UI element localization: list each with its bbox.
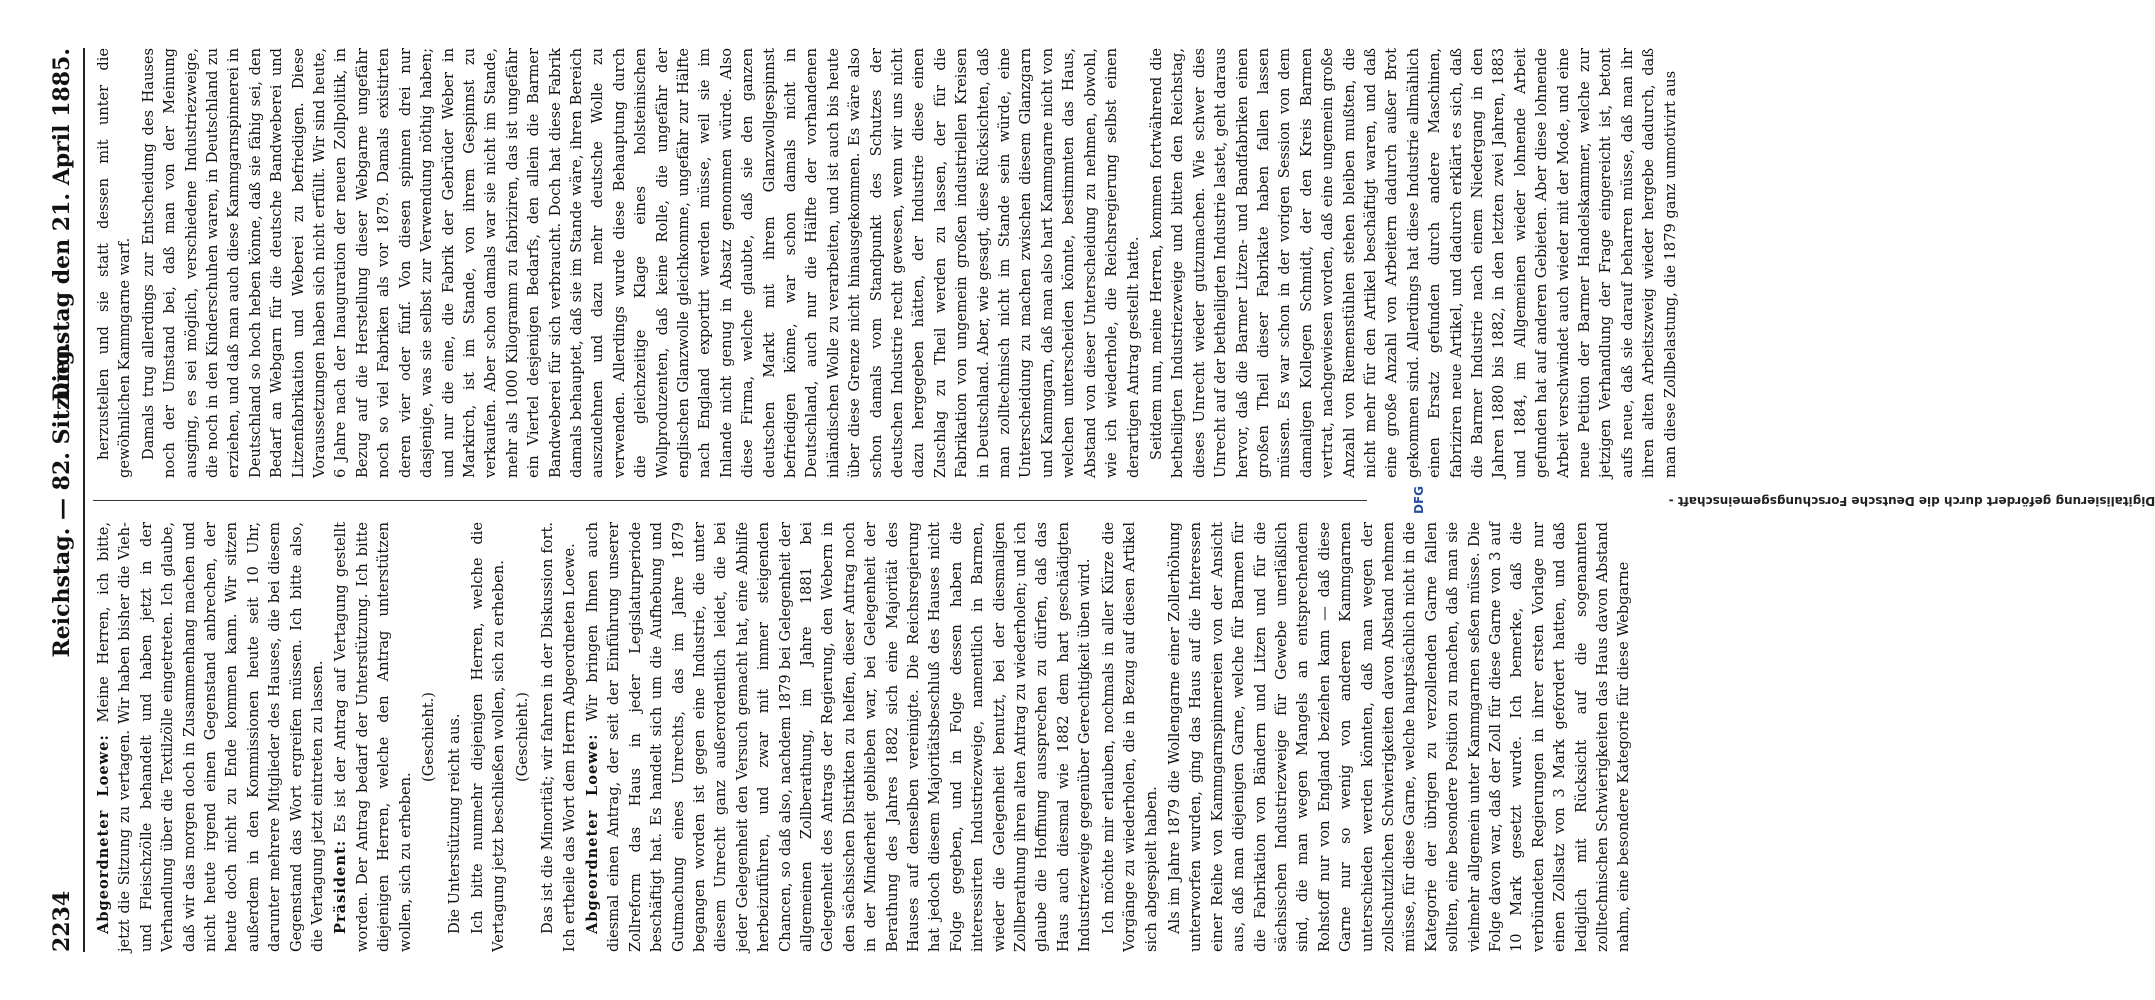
- page-header: [49, 48, 79, 952]
- speaker-name: Abgeordneter Loewe:: [583, 733, 601, 934]
- speaker-name: Abgeordneter Loewe:: [95, 734, 112, 934]
- page-number: 2234: [49, 890, 75, 952]
- paragraph: [93, 48, 136, 478]
- paragraph-text: Als im Jahre 1879 die Wollengarne einer Zollerhöhung unterworfen wurden, ging das Haus auf die Interessen einer Reihe von Kammgarnspinnereien von der Ansicht aus, daß man diejenigen Garne, welche für Barmen für die Fabrikation von Bändern und Litzen und für die sächsischen Industriezweige für Gewebe unerläßlich sind, die man wegen Mangels an entsprechendem Rohstoff nur von England beziehen kann — daß diese Garne nur so wenig von anderen Kammgarnen unterschieden werden könnten, daß man wegen der zollschutzlichen Schwierigkeiten davon Abstand nehmen müsse, für diese Garne, welche hauptsächlich nicht in die Kategorie der übrigen zu verzollenden Garne fallen sollten, eine besondere Position zu machen, daß man sie vielmehr allgemein unter Kammgarnen seßen müsse. Die Folge davon war, daß der Zoll für diese Garne von 3 auf 10 Mark gesetzt wurde. Ich bemerke, daß die verbündeten Regierungen in ihrer ersten Vorlage nur einen Zollsatz von 3 Mark gefordert hatten, und daß lediglich mit Rücksicht auf die sogenannten zolltechnischen Schwierigkeiten das Haus davon Abstand nahm, eine besondere Kategorie für diese Webgarne: [1165, 522, 1633, 952]
- paragraph: [444, 522, 465, 952]
- session-date: Dienstag den 21. April 1885.: [49, 48, 75, 402]
- dfg-logo: DFG: [1412, 485, 1426, 515]
- paragraph-text: Damals trug allerdings zur Entscheidung des Hauses noch der Umstand bei, daß man von der Meinung ausging, es sei möglich, verschiedene Industriezweige, die noch in den Kinderschuhen waren, in Deutschland zu erziehen, und daß man auch diese Kammgarnspinnerei in Deutschland so hoch heben könne, daß sie fähig sei, den Bedarf an Webgarn für die deutsche Bandweberei und Litzenfabrikation und Weberei zu befriedigen. Diese Voraussetzungen haben sich nicht erfüllt. Wir sind heute, 6 Jahre nach der Inauguration der neuen Zollpolitik, in Bezug auf die Herstellung dieser Webgarne ungefähr noch so viel Fabriken als vor 1879. Damals existirten deren vier oder fünf. Von diesen spinnen drei nur dasjenige, was sie selbst zur Verwendung nöthig haben; und nur die eine, die Fabrik der Gebrüder Weber in Markirch, ist im Stande, von ihrem Gespinnst zu verkaufen. Aber schon damals war sie nicht im Stande, mehr als 1000 Kilogramm zu fabriziren, das ist ungefähr ein Viertel desjenigen Bedarfs, den allein die Barmer Bandweberei für sich verbraucht. Doch hat diese Fabrik damals behauptet, daß sie im Stande wäre, ihren Bereich auszudehnen und dazu mehr deutsche Wolle zu verwenden. Allerdings wurde diese Behauptung durch die gleichzeitige Klage eines holsteinischen Wollproduzenten, daß keine Rolle, die ungefähr der englischen Glanzwolle gleichkomme, ungefähr zur Hälfte nach England exportirt werden müsse, weil sie im Inlande nicht genug in Absatz genommen würde. Also diese Firma, welche glaubte, daß sie den ganzen deutschen Markt mit ihrem Glanzwollgespinnst befriedigen könne, war schon damals nicht in Deutschland, auch nur die Hälfte der vorhandenen inländischen Wolle zu verarbeiten, und ist auch bis heute über diese Grenze nicht hinausgekommen. Es wäre also schon damals vom Standpunkt des Schutzes der deutschen Industrie recht gewesen, wenn wir uns nicht dazu hergegeben hätten, der Industrie diese einen Zuschlag zu Theil werden zu lassen, der für die Fabrikation von ungemein großen industriellen Kreisen in Deutschland. Aber, wie gesagt, diese Rücksichten, daß man zolltechnisch nicht im Stande sein würde, eine Unterscheidung zu machen zwischen diesem Glanzgarn und Kammgarn, daß man also hart Kammgarne nicht von welchen unterscheiden könnte, bestimmten das Haus, Abstand von dieser Unterscheidung zu nehmen, obwohl, wie ich wiederhole, die Reichsregierung selbst einen derartigen Antrag gestellt hatte.: [139, 48, 1142, 478]
- paragraph: [1164, 522, 1635, 952]
- paragraph-text: Seitdem nun, meine Herren, kommen fortwährend die betheiligten Industriezweige und bitten den Reichstag, dieses Unrecht wieder gutzumachen. Wie schwer dies Unrecht auf der betheiligten Industrie lastet, geht daraus hervor, daß die Barmer Litzen- und Bandfabriken einen großen Theil dieser Fabrikate haben fallen lassen müssen. Es war schon in der vorigen Session von dem damaligen Kollegen Schmidt, der den Kreis Barmen vertrat, nachgewiesen worden, daß eine ungemein große Anzahl von Riemenstühlen stehen bleiben mußten, die nicht mehr für den Artikel beschäftigt waren, und daß eine große Anzahl von Arbeitern dadurch außer Brot gekommen sind. Allerdings hat diese Industrie allmählich einen Ersatz gefunden durch andere Maschinen, fabriziren neue Artikel, und dadurch erklärt es sich, daß die Barmer Industrie nach einem Niedergang in den Jahren 1880 bis 1882, in den letzten zwei Jahren, 1883 und 1884, im Allgemeinen wieder lohnende Arbeit gefunden hat auf anderen Gebieten. Aber diese lohnende Arbeit verschwindet auch wieder mit der Mode, und eine neue Petition der Barmer Handelskammer, welche zur jetzigen Verhandlung der Frage eingereicht ist, betont aufs neue, daß sie darauf beharren müsse, daß man ihr ihren alten Arbeitszweig wieder hergebe dadurch, daß man diese Zollbelastung, die 1879 ganz unmotivirt aus: [1147, 48, 1679, 478]
- paragraph-text: Wir bringen Ihnen auch diesmal einen Antrag, der seit der Einführung unserer Zollreform das Haus in jeder Legislaturperiode beschäftigt hat. Es handelt sich um die Aufhebung und Gutmachung eines Unrechts, das im Jahre 1879 begangen worden ist gegen eine Industrie, die unter diesem Unrecht ganz außerordentlich leidet, die bei jeder Gelegenheit den Versuch gemacht hat, eine Abhilfe herbeizuführen, und zwar mit immer steigenden Chancen, so daß also, nachdem 1879 bei Gelegenheit der allgemeinen Zollberathung, im Jahre 1881 bei Gelegenheit des Antrags der Regierung, den Webern in den sächsischen Distrikten zu helfen, dieser Antrag noch in der Minderheit geblieben war, bei Gelegenheit der Berathung des Jahres 1882 sich eine Majorität des Hauses auf denselben vereinigte. Die Reichsregierung hat jedoch diesem Majoritätsbeschluß des Hauses nicht Folge gegeben, und in Folge dessen haben die interessirten Industriezweige, namentlich in Barmen, wieder die Gelegenheit benutzt, bei der diesmaligen Zollberathung ihren alten Antrag zu wiederholen; und ich glaube die Hoffnung aussprechen zu dürfen, daß das Haus auch diesmal wie 1882 dem hart geschädigten Industriezweige gegenüber Gerechtigkeit üben wird.: [583, 522, 1094, 952]
- paragraph: [93, 522, 328, 952]
- left-text-column: [93, 522, 1633, 952]
- paragraph: [582, 522, 1096, 952]
- paragraph-text: herzustellen und sie statt dessen mit unter die gewöhnlichen Kammgarne warf.: [95, 48, 134, 478]
- paragraph: [1098, 522, 1162, 952]
- header-rule: [83, 48, 85, 952]
- paragraph: [467, 522, 510, 952]
- paragraph: [537, 522, 580, 952]
- paragraph-text: Die Unterstützung reicht aus.: [445, 713, 463, 934]
- right-text-column: [93, 48, 1679, 478]
- column-divider: [93, 500, 1367, 501]
- credit-line: [1412, 485, 2155, 515]
- paragraph-text: Ich möchte mir erlauben, nochmals in aller Kürze die Vorgänge zu wiederholen, die in Bezug auf diesen Artikel sich abgespielt haben.: [1099, 522, 1160, 952]
- credit-text: Digitalisierung gefördert durch die Deutsche Forschungsgemeinschaft -: [1668, 494, 2155, 509]
- paragraph-text: Ich bitte nunmehr diejenigen Herren, welche die Vertagung jetzt beschließen wollen, sich zu erheben.: [468, 522, 508, 952]
- speaker-name: Präsident:: [332, 839, 350, 934]
- paragraph-text: Es ist der Antrag auf Vertagung gestellt worden. Der Antrag bedarf der Unterstützung. Ich bitte diejenigen Herren, welche den Antrag unterstützen wollen, sich zu erheben.: [332, 522, 414, 952]
- paragraph: [138, 48, 1144, 478]
- stage-direction: (Geschieht.): [420, 692, 438, 782]
- paragraph: [330, 522, 416, 952]
- stage-direction: (Geschieht.): [513, 692, 531, 782]
- paragraph-text: Das ist die Minorität; wir fahren in der Diskussion fort. Ich ertheile das Wort dem Herrn Abgeordneten Loewe.: [539, 522, 578, 952]
- paragraph-text: Meine Herren, ich bitte, jetzt die Sitzung zu vertagen. Wir haben bisher die Vieh- und Fleischzölle behandelt und haben jetzt in der Verhandlung über die Textilzölle eingetreten. Ich glaube, daß wir das morgen doch in Zusammenhang machen und nicht heute irgend einen Gegenstand anbrechen, der heute doch nicht zu Ende kommen kann. Wir sitzen außerdem in den Kommissionen heute seit 10 Uhr, darunter mehrere Mitglieder des Hauses, die bei diesem Gegenstand das Wort ergreifen müssen. Ich bitte also, die Vertagung jetzt eintreten zu lassen.: [95, 522, 327, 952]
- running-title: Reichstag. — 82. Sitzung.: [49, 342, 75, 658]
